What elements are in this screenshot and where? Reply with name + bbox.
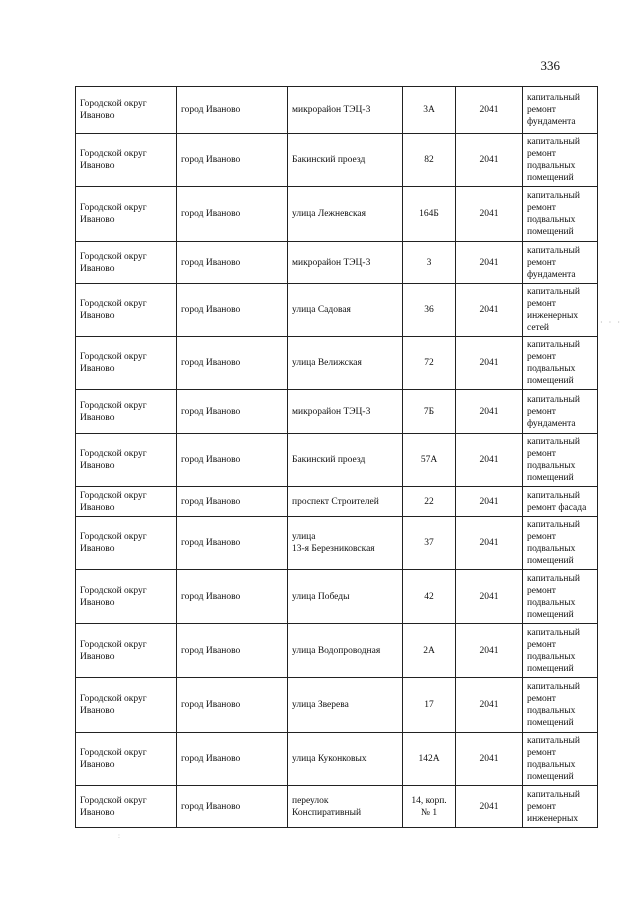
year-cell: 2041 (456, 284, 523, 337)
house-number-cell: 3 (403, 242, 456, 284)
table-row (76, 733, 598, 786)
work-type-cell: капитальный ремонт инженерных сетей (523, 284, 598, 337)
table-row (76, 390, 598, 434)
city-cell: город Иваново (177, 390, 288, 434)
street-cell: улица Садовая (288, 284, 403, 337)
house-number-cell: 42 (403, 570, 456, 624)
street-cell: улица Зверева (288, 678, 403, 733)
house-number-cell: 17 (403, 678, 456, 733)
city-cell: город Иваново (177, 87, 288, 134)
city-cell: город Иваново (177, 733, 288, 786)
table-row (76, 134, 598, 187)
table-row (76, 570, 598, 624)
table-row (76, 786, 598, 828)
work-type-cell: капитальный ремонт подвальных помещений (523, 678, 598, 733)
table-row (76, 678, 598, 733)
table-row (76, 517, 598, 570)
city-cell: город Иваново (177, 242, 288, 284)
house-number-cell: 37 (403, 517, 456, 570)
house-number-cell: 36 (403, 284, 456, 337)
municipality-cell: Городской округ Иваново (76, 786, 177, 828)
table-row (76, 87, 598, 134)
year-cell: 2041 (456, 678, 523, 733)
city-cell: город Иваново (177, 570, 288, 624)
municipality-cell: Городской округ Иваново (76, 570, 177, 624)
work-type-cell: капитальный ремонт фундамента (523, 390, 598, 434)
house-number-cell: 14, корп. № 1 (403, 786, 456, 828)
work-type-cell: капитальный ремонт фундамента (523, 242, 598, 284)
street-cell: проспект Строителей (288, 487, 403, 517)
municipality-cell: Городской округ Иваново (76, 434, 177, 487)
city-cell: город Иваново (177, 434, 288, 487)
street-cell: улица Водопроводная (288, 624, 403, 678)
house-number-cell: 142А (403, 733, 456, 786)
work-type-cell: капитальный ремонт подвальных помещений (523, 624, 598, 678)
work-type-cell: капитальный ремонт фасада (523, 487, 598, 517)
city-cell: город Иваново (177, 678, 288, 733)
work-type-cell: капитальный ремонт подвальных помещений (523, 733, 598, 786)
year-cell: 2041 (456, 487, 523, 517)
year-cell: 2041 (456, 87, 523, 134)
table-row (76, 337, 598, 390)
year-cell: 2041 (456, 570, 523, 624)
municipality-cell: Городской округ Иваново (76, 284, 177, 337)
scan-mark-bottom: : (118, 832, 120, 840)
house-number-cell: 22 (403, 487, 456, 517)
table-row (76, 187, 598, 242)
street-cell: улица Куконковых (288, 733, 403, 786)
municipality-cell: Городской округ Иваново (76, 242, 177, 284)
street-cell: микрорайон ТЭЦ-3 (288, 390, 403, 434)
municipality-cell: Городской округ Иваново (76, 87, 177, 134)
year-cell: 2041 (456, 624, 523, 678)
street-cell: Бакинский проезд (288, 134, 403, 187)
municipality-cell: Городской округ Иваново (76, 487, 177, 517)
house-number-cell: 57А (403, 434, 456, 487)
year-cell: 2041 (456, 786, 523, 828)
house-number-cell: 82 (403, 134, 456, 187)
year-cell: 2041 (456, 517, 523, 570)
municipality-cell: Городской округ Иваново (76, 624, 177, 678)
work-type-cell: капитальный ремонт подвальных помещений (523, 517, 598, 570)
city-cell: город Иваново (177, 487, 288, 517)
house-number-cell: 3А (403, 87, 456, 134)
city-cell: город Иваново (177, 284, 288, 337)
municipality-cell: Городской округ Иваново (76, 678, 177, 733)
street-cell: улица Велижская (288, 337, 403, 390)
municipality-cell: Городской округ Иваново (76, 390, 177, 434)
city-cell: город Иваново (177, 134, 288, 187)
municipality-cell: Городской округ Иваново (76, 337, 177, 390)
year-cell: 2041 (456, 733, 523, 786)
house-number-cell: 7Б (403, 390, 456, 434)
street-cell: улица 13-я Березниковская (288, 517, 403, 570)
street-cell: переулок Конспиративный (288, 786, 403, 828)
work-type-cell: капитальный ремонт подвальных помещений (523, 570, 598, 624)
table-row (76, 284, 598, 337)
municipality-cell: Городской округ Иваново (76, 733, 177, 786)
street-cell: микрорайон ТЭЦ-3 (288, 87, 403, 134)
street-cell: микрорайон ТЭЦ-3 (288, 242, 403, 284)
table-row (76, 487, 598, 517)
work-type-cell: капитальный ремонт инженерных (523, 786, 598, 828)
work-type-cell: капитальный ремонт подвальных помещений (523, 187, 598, 242)
registry-table (75, 86, 598, 828)
house-number-cell: 72 (403, 337, 456, 390)
year-cell: 2041 (456, 187, 523, 242)
city-cell: город Иваново (177, 337, 288, 390)
work-type-cell: капитальный ремонт подвальных помещений (523, 134, 598, 187)
work-type-cell: капитальный ремонт подвальных помещений (523, 337, 598, 390)
house-number-cell: 2А (403, 624, 456, 678)
municipality-cell: Городской округ Иваново (76, 517, 177, 570)
page-number: 336 (540, 58, 560, 73)
table-row (76, 624, 598, 678)
work-type-cell: капитальный ремонт фундамента (523, 87, 598, 134)
scan-marks: · · · (600, 318, 622, 327)
work-type-cell: капитальный ремонт подвальных помещений (523, 434, 598, 487)
municipality-cell: Городской округ Иваново (76, 187, 177, 242)
table-row (76, 434, 598, 487)
city-cell: город Иваново (177, 786, 288, 828)
municipality-cell: Городской округ Иваново (76, 134, 177, 187)
street-cell: Бакинский проезд (288, 434, 403, 487)
year-cell: 2041 (456, 242, 523, 284)
city-cell: город Иваново (177, 624, 288, 678)
street-cell: улица Лежневская (288, 187, 403, 242)
city-cell: город Иваново (177, 187, 288, 242)
city-cell: город Иваново (177, 517, 288, 570)
year-cell: 2041 (456, 134, 523, 187)
street-cell: улица Победы (288, 570, 403, 624)
table-row (76, 242, 598, 284)
year-cell: 2041 (456, 434, 523, 487)
year-cell: 2041 (456, 337, 523, 390)
year-cell: 2041 (456, 390, 523, 434)
house-number-cell: 164Б (403, 187, 456, 242)
